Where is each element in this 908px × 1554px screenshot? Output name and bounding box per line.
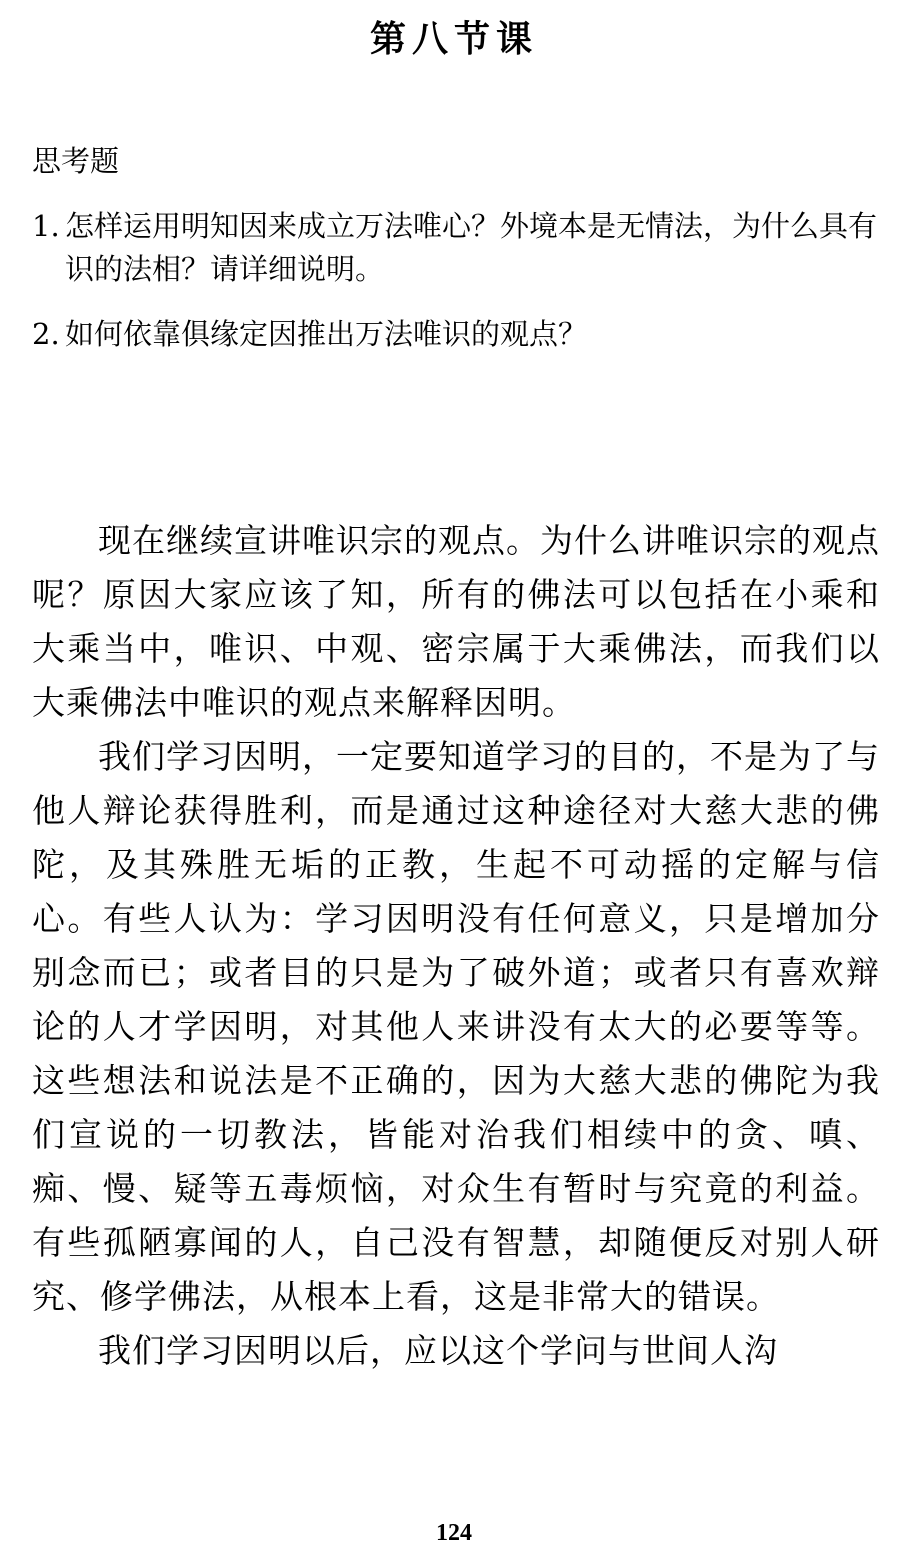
question-text: 如何依靠俱缘定因推出万法唯识的观点？	[65, 317, 588, 351]
question-number: 1.	[32, 209, 60, 243]
question-item	[32, 205, 882, 291]
question-number: 2.	[32, 317, 60, 351]
body-paragraph: 我们学习因明，一定要知道学习的目的，不是为了与他人辩论获得胜利，而是通过这种途径对大慈大悲的佛陀，及其殊胜无垢的正教，生起不可动摇的定解与信心。有些人认为：学习因明没有任何意义，只是增加分别念而已；或者目的只是为了破外道；或者只有喜欢辩论的人才学因明，对其他人来讲没有太大的必要等等。这些想法和说法是不正确的，因为大慈大悲的佛陀为我们宣说的一切教法，皆能对治我们相续中的贪、嗔、痴、慢、疑等五毒烦恼，对众生有暂时与究竟的利益。有些孤陋寡闻的人，自己没有智慧，却随便反对别人研究、修学佛法，从根本上看，这是非常大的错误。	[32, 737, 880, 1316]
body-paragraph: 我们学习因明以后，应以这个学问与世间人沟	[98, 1331, 778, 1370]
questions-section	[32, 140, 882, 378]
page-number: 124	[436, 1520, 472, 1546]
body-text	[32, 514, 880, 1378]
page-title: 第八节课	[369, 18, 538, 60]
body-paragraph: 现在继续宣讲唯识宗的观点。为什么讲唯识宗的观点呢？原因大家应该了知，所有的佛法可以包括在小乘和大乘当中，唯识、中观、密宗属于大乘佛法，而我们以大乘佛法中唯识的观点来解释因明。	[32, 521, 880, 722]
questions-heading: 思考题	[32, 144, 120, 178]
question-text: 怎样运用明知因来成立万法唯心？外境本是无情法，为什么具有识的法相？请详细说明。	[65, 209, 878, 286]
question-item	[32, 313, 882, 356]
